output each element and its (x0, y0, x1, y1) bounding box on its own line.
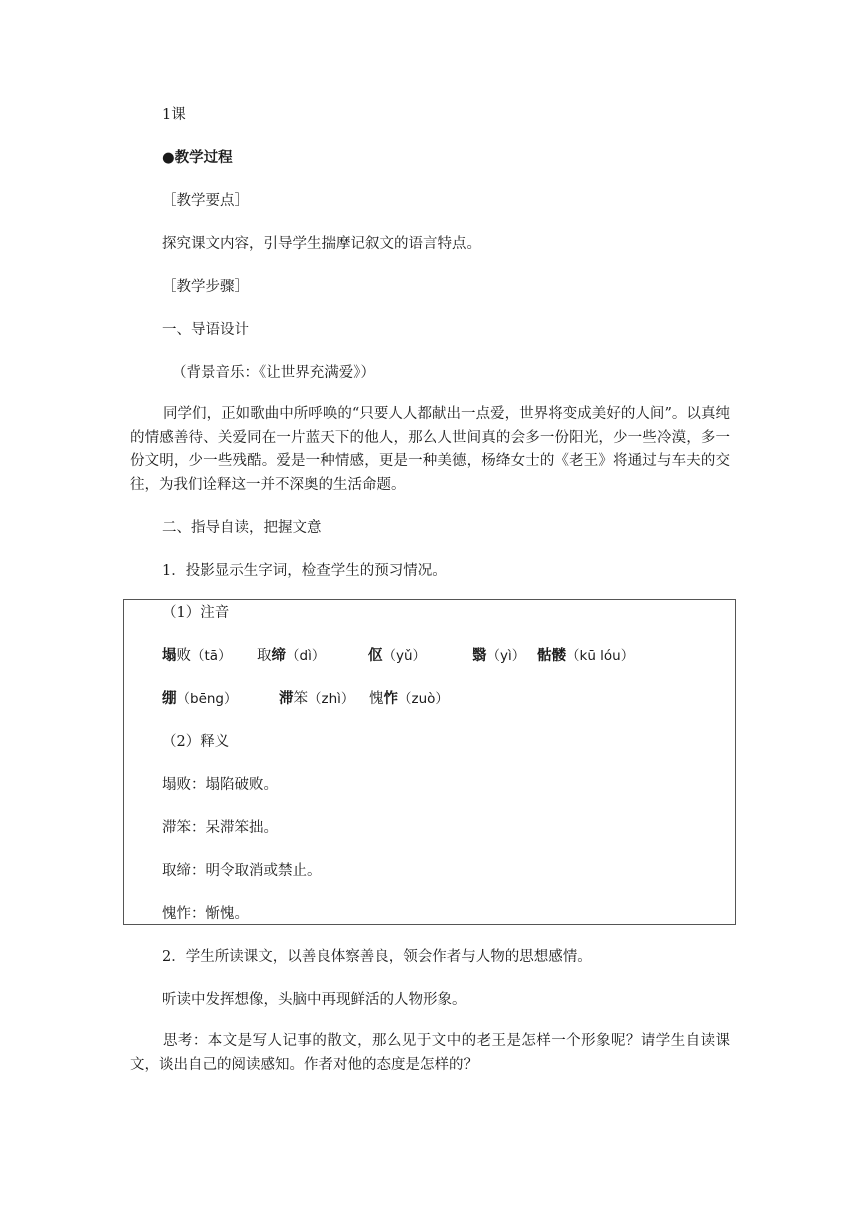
vocab-word: 塌败（tā） (162, 647, 232, 664)
lesson-number: 1课 (162, 107, 186, 123)
steps-heading: ［教学步骤］ (162, 279, 249, 295)
vocabulary-box (123, 599, 736, 925)
vocab-word: 翳（yì） (472, 647, 526, 664)
meaning-heading: （2）释义 (162, 734, 230, 750)
step2-heading: 二、指导自读，把握文意 (162, 520, 322, 536)
key-points-heading: ［教学要点］ (162, 193, 249, 209)
key-points-text: 探究课文内容，引导学生揣摩记叙文的语言特点。 (162, 236, 481, 252)
vocab-word: 骷髅（kū lóu） (537, 647, 635, 664)
music-note: （背景音乐：《让世界充满爱》） (172, 365, 375, 381)
item-1: 1．投影显示生字词，检查学生的预习情况。 (162, 563, 447, 579)
vocab-word: 绷（bēng） (162, 690, 238, 707)
vocab-word: 伛（yǔ） (368, 647, 427, 664)
step1-heading: 一、导语设计 (162, 322, 249, 338)
vocab-word: 取缔（dì） (257, 647, 326, 664)
item-2: 2．学生所读课文，以善良体察善良，领会作者与人物的思想感情。 (162, 949, 592, 965)
listen-text: 听读中发挥想像，头脑中再现鲜活的人物形象。 (162, 992, 467, 1008)
pronunciation-heading: （1）注音 (162, 605, 230, 621)
meaning-item: 滞笨：呆滞笨拙。 (162, 820, 278, 836)
vocab-word: 愧怍（zuò） (369, 690, 449, 707)
meaning-item: 塌败：塌陷破败。 (162, 777, 278, 793)
meaning-item: 取缔：明令取消或禁止。 (162, 863, 322, 879)
think-paragraph: 思考：本文是写人记事的散文，那么见于文中的老王是怎样一个形象呢？请学生自读课文，谈出自己的阅读感知。作者对他的态度是怎样的？ (130, 1033, 730, 1073)
section-title: ●教学过程 (162, 149, 233, 166)
intro-paragraph: 同学们，正如歌曲中所呼唤的“只要人人都献出一点爱，世界将变成美好的人间”。以真纯的情感善待、关爱同在一片蓝天下的他人，那么人世间真的会多一份阳光，少一些冷漠，多一份文明，少一些残酷。爱是一种情感，更是一种美德，杨绛女士的《老王》将通过与车夫的交往，为我们诠释这一并不深奥的生活命题。 (130, 406, 730, 493)
vocab-word: 滞笨（zhì） (279, 690, 355, 707)
meaning-item: 愧怍：惭愧。 (162, 906, 249, 922)
